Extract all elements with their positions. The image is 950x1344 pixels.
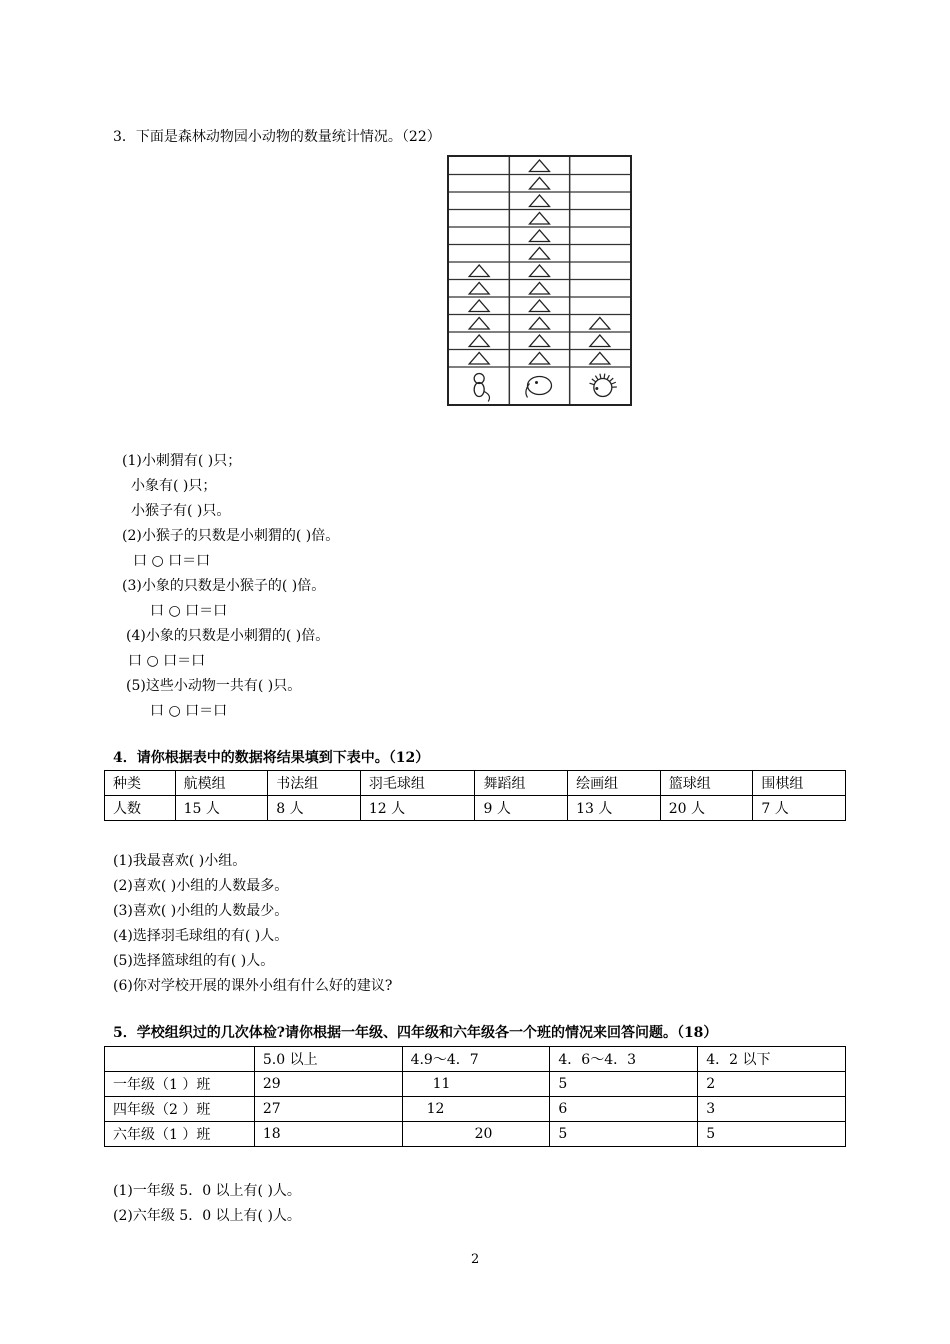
table-cell: 4.9～4．7 <box>402 1047 550 1072</box>
q3-line-3: 小猴子有( )只。 <box>131 503 231 519</box>
q3-line-2: 小象有( )只； <box>131 478 217 494</box>
table-cell: 5 <box>550 1072 698 1097</box>
table-cell: 5 <box>698 1122 846 1147</box>
table-cell: 羽毛球组 <box>360 771 475 796</box>
triangle-mark <box>530 335 550 347</box>
triangle-mark <box>590 335 610 347</box>
q3-equation-3: 口 ○ 口＝口 <box>128 653 206 669</box>
table-row <box>105 796 846 821</box>
q5-title: 5．学校组织过的几次体检?请你根据一年级、四年级和六年级各一个班的情况来回答问题。（18） <box>113 1025 718 1041</box>
q3-line-7: (5)这些小动物一共有( )只。 <box>126 678 302 694</box>
triangle-mark <box>530 178 550 190</box>
triangle-mark <box>469 318 489 330</box>
table-row <box>105 1072 846 1097</box>
triangle-mark <box>530 300 550 312</box>
triangle-mark <box>469 353 489 365</box>
q4-line-5: (5)选择篮球组的有( )人。 <box>113 953 275 969</box>
table-cell: 5 <box>550 1122 698 1147</box>
q3-line-1: (1)小刺猬有( )只； <box>122 453 242 469</box>
table-cell: 8 人 <box>268 796 361 821</box>
q4-line-4: (4)选择羽毛球组的有( )人。 <box>113 928 289 944</box>
q4-line-3: (3)喜欢( )小组的人数最少。 <box>113 903 289 919</box>
table-cell: 航模组 <box>175 771 268 796</box>
table-cell: 六年级（1 ）班 <box>105 1122 255 1147</box>
table-cell: 5.0 以上 <box>254 1047 402 1072</box>
triangle-mark <box>469 300 489 312</box>
table-cell: 一年级（1 ）班 <box>105 1072 255 1097</box>
animal-pictograph <box>447 155 632 406</box>
triangle-mark <box>530 230 550 242</box>
elephant-icon <box>526 377 552 398</box>
q5-line-1: (1)一年级 5．0 以上有( )人。 <box>113 1183 301 1199</box>
q4-table <box>104 770 846 821</box>
table-row <box>105 1047 846 1072</box>
table-cell: 11 <box>402 1072 550 1097</box>
q3-equation-1: 口 ○ 口＝口 <box>133 553 211 569</box>
triangle-mark <box>590 353 610 365</box>
q5-line-2: (2)六年级 5．0 以上有( )人。 <box>113 1208 301 1224</box>
page-number: 2 <box>471 1252 480 1267</box>
q4-line-2: (2)喜欢( )小组的人数最多。 <box>113 878 289 894</box>
q3-equation-4: 口 ○ 口＝口 <box>150 703 228 719</box>
triangle-mark <box>530 248 550 260</box>
table-cell: 27 <box>254 1097 402 1122</box>
monkey-icon <box>474 374 489 402</box>
triangle-mark <box>530 353 550 365</box>
table-cell <box>105 1047 255 1072</box>
table-cell: 人数 <box>105 796 176 821</box>
table-cell: 种类 <box>105 771 176 796</box>
triangle-mark <box>590 318 610 330</box>
table-cell: 29 <box>254 1072 402 1097</box>
triangle-mark <box>469 265 489 277</box>
table-cell: 4．6～4．3 <box>550 1047 698 1072</box>
hedgehog-icon <box>590 374 617 397</box>
table-cell: 18 <box>254 1122 402 1147</box>
table-cell: 绘画组 <box>568 771 661 796</box>
table-cell: 四年级（2 ）班 <box>105 1097 255 1122</box>
q3-title: 3．下面是森林动物园小动物的数量统计情况。（22） <box>113 129 441 145</box>
q4-line-6: (6)你对学校开展的课外小组有什么好的建议? <box>113 978 393 994</box>
triangle-mark <box>530 160 550 172</box>
table-cell: 12 <box>402 1097 550 1122</box>
q3-line-4: (2)小猴子的只数是小刺猬的( )倍。 <box>122 528 340 544</box>
table-cell: 3 <box>698 1097 846 1122</box>
table-cell: 20 人 <box>660 796 753 821</box>
triangle-mark <box>530 213 550 225</box>
triangle-mark <box>530 195 550 207</box>
table-row <box>105 1097 846 1122</box>
table-cell: 6 <box>550 1097 698 1122</box>
table-cell: 20 <box>402 1122 550 1147</box>
q4-title: 4．请你根据表中的数据将结果填到下表中。（12） <box>113 750 430 766</box>
table-cell: 舞蹈组 <box>475 771 568 796</box>
table-cell: 书法组 <box>268 771 361 796</box>
table-row <box>105 771 846 796</box>
table-cell: 12 人 <box>360 796 475 821</box>
table-cell: 7 人 <box>753 796 846 821</box>
triangle-mark <box>469 335 489 347</box>
triangle-mark <box>469 283 489 295</box>
table-cell: 围棋组 <box>753 771 846 796</box>
table-cell: 13 人 <box>568 796 661 821</box>
q3-line-6: (4)小象的只数是小刺猬的( )倍。 <box>126 628 330 644</box>
table-cell: 2 <box>698 1072 846 1097</box>
q3-equation-2: 口 ○ 口＝口 <box>150 603 228 619</box>
table-cell: 9 人 <box>475 796 568 821</box>
q3-line-5: (3)小象的只数是小猴子的( )倍。 <box>122 578 326 594</box>
triangle-mark <box>530 265 550 277</box>
pictograph-svg <box>449 157 630 404</box>
triangle-mark <box>530 283 550 295</box>
table-row <box>105 1122 846 1147</box>
table-cell: 15 人 <box>175 796 268 821</box>
table-cell: 篮球组 <box>660 771 753 796</box>
table-cell: 4．2 以下 <box>698 1047 846 1072</box>
triangle-mark <box>530 318 550 330</box>
q5-table <box>104 1046 846 1147</box>
q4-line-1: (1)我最喜欢( )小组。 <box>113 853 247 869</box>
